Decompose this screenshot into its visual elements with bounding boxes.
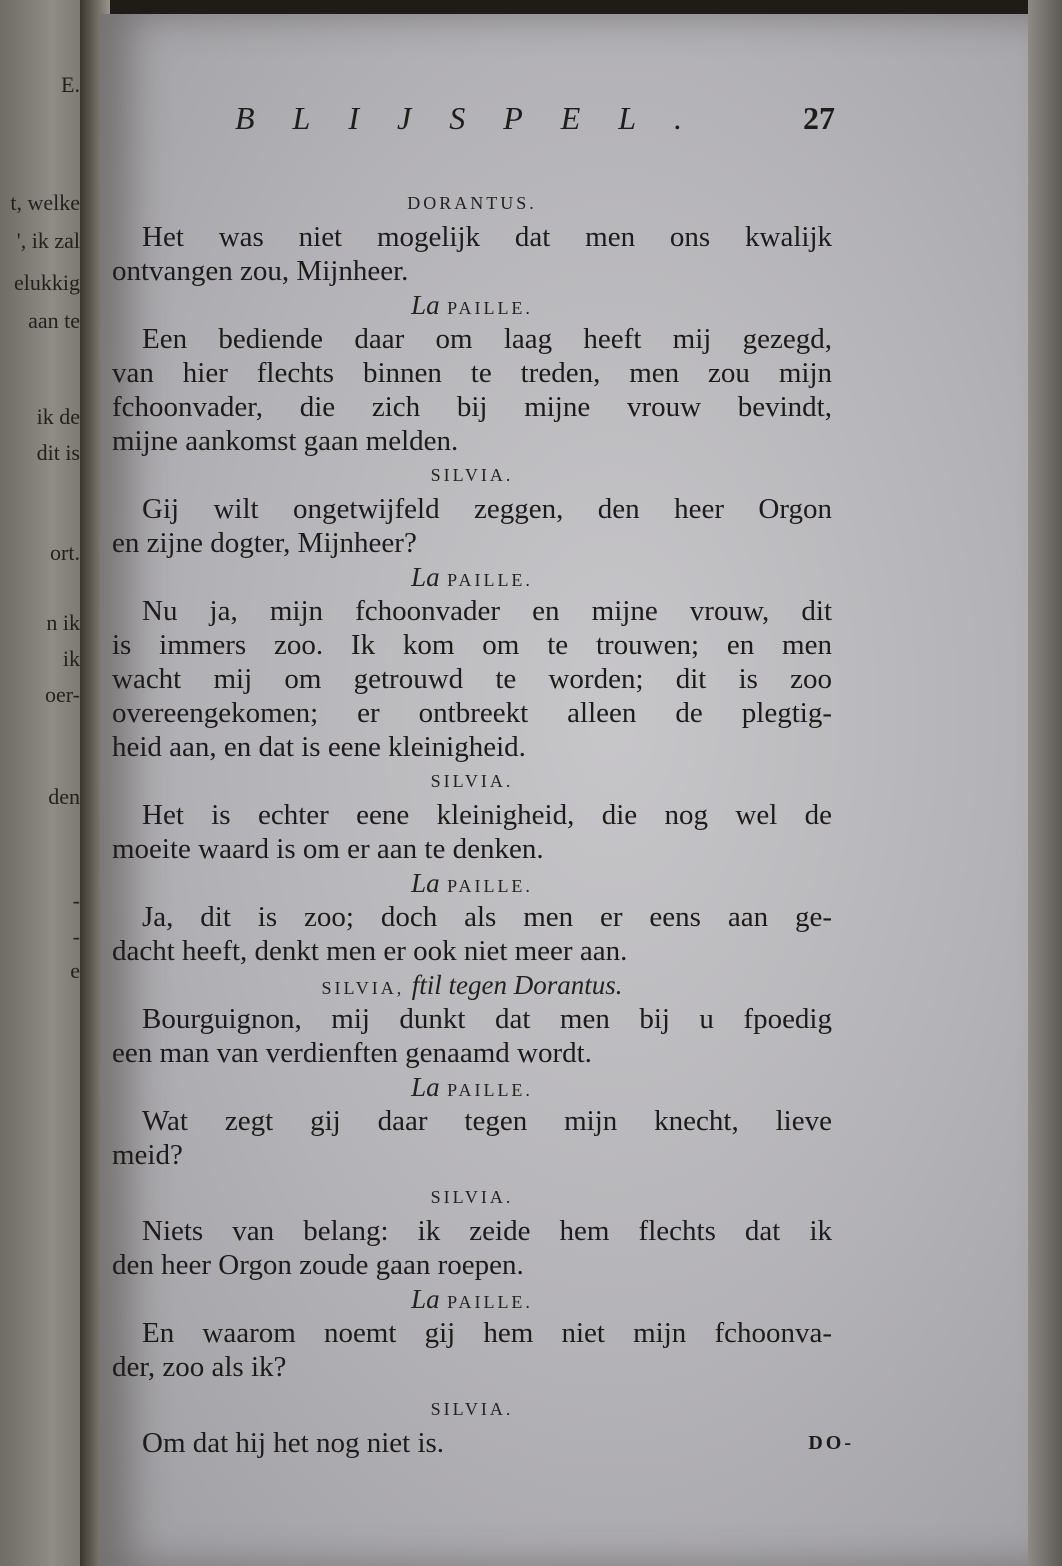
speech xyxy=(112,220,832,288)
text-line: ontvangen zou, Mijnheer. xyxy=(112,255,409,287)
speaker-name: PAILLE. xyxy=(447,876,533,896)
speaker-name: SILVIA. xyxy=(430,465,514,485)
speech xyxy=(112,900,832,968)
speaker-heading xyxy=(112,1180,832,1214)
text-line: Ja, dit is zoo; doch als men er eens aan ge- xyxy=(142,901,832,933)
left-page-fragment: - xyxy=(72,924,80,949)
text-line: Gij wilt ongetwijfeld zeggen, den heer Orgon xyxy=(142,493,832,525)
text-line: mijne aankomst gaan melden. xyxy=(112,425,459,457)
left-page-fragment: ', ik zal xyxy=(16,228,80,253)
text-line: een man van verdienften genaamd wordt. xyxy=(112,1037,592,1069)
left-page-edge xyxy=(0,0,86,1566)
speaker-heading xyxy=(112,1392,832,1426)
spacer xyxy=(112,1384,832,1392)
running-title: BLIJSPEL. xyxy=(235,100,721,136)
left-page-fragment: elukkig xyxy=(14,270,80,295)
speaker-name: PAILLE. xyxy=(447,1292,533,1312)
text-line: meid? xyxy=(112,1139,183,1171)
speaker-name: SILVIA. xyxy=(430,1187,514,1207)
speech xyxy=(112,492,832,560)
page-number: 27 xyxy=(803,100,835,136)
stage-direction: ftil tegen Dorantus. xyxy=(411,970,623,1000)
left-page-fragment: dit is xyxy=(36,440,80,465)
spacer xyxy=(112,1172,832,1180)
text-line: wacht mij om getrouwd te worden; dit is zoo xyxy=(112,663,832,695)
text-line: dacht heeft, denkt men er ook niet meer aan. xyxy=(112,935,628,967)
speech xyxy=(112,798,832,866)
text-line: Nu ja, mijn fchoonvader en mijne vrouw, dit xyxy=(142,595,832,627)
text-line: heid aan, en dat is eene kleinigheid. xyxy=(112,731,526,763)
left-page-fragment: ik de xyxy=(36,404,80,429)
speaker-heading xyxy=(112,560,832,594)
right-page-edge xyxy=(1028,0,1062,1566)
speech xyxy=(112,322,832,458)
left-page-fragment: t, welke xyxy=(10,190,80,215)
text-line: Het is echter eene kleinigheid, die nog wel de xyxy=(142,799,832,831)
speaker-name: PAILLE. xyxy=(447,570,533,590)
speaker-heading xyxy=(112,458,832,492)
text-line: Bourguignon, mij dunkt dat men bij u fpoedig xyxy=(142,1003,832,1035)
speaker-prefix: La xyxy=(411,290,440,320)
page-header xyxy=(235,100,835,140)
speaker-name: PAILLE. xyxy=(447,1080,533,1100)
left-page-fragment: oer- xyxy=(45,682,80,707)
left-page-fragment: e xyxy=(70,958,80,983)
speaker-name: SILVIA, xyxy=(321,978,405,998)
text-line: Een bediende daar om laag heeft mij gezegd, xyxy=(142,323,832,355)
catchword: DO- xyxy=(808,1432,854,1454)
speaker-name: DORANTUS. xyxy=(407,193,537,213)
text-line: der, zoo als ik? xyxy=(112,1351,287,1383)
speech xyxy=(112,1104,832,1172)
text-line: fchoonvader, die zich bij mijne vrouw bevindt, xyxy=(112,391,832,423)
text-line: Het was niet mogelijk dat men ons kwalijk xyxy=(142,221,832,253)
left-page-fragment: ik xyxy=(62,646,80,671)
left-page-fragment: E. xyxy=(61,72,80,97)
speaker-prefix: La xyxy=(411,562,440,592)
speaker-heading xyxy=(112,764,832,798)
speaker-name: PAILLE. xyxy=(447,298,533,318)
text-line: Wat zegt gij daar tegen mijn knecht, lieve xyxy=(142,1105,832,1137)
text-line: overeengekomen; er ontbreekt alleen de plegtig- xyxy=(112,697,832,729)
speaker-prefix: La xyxy=(411,1284,440,1314)
text-line: moeite waard is om er aan te denken. xyxy=(112,833,544,865)
text-line: Niets van belang: ik zeide hem flechts dat ik xyxy=(142,1215,832,1247)
text-line: en zijne dogter, Mijnheer? xyxy=(112,527,417,559)
play-text xyxy=(112,186,832,1460)
speech xyxy=(112,1316,832,1384)
speech xyxy=(112,1426,832,1460)
speaker-heading xyxy=(112,1070,832,1104)
speaker-heading xyxy=(112,968,832,1002)
speaker-heading xyxy=(112,866,832,900)
speaker-heading xyxy=(112,288,832,322)
speaker-heading xyxy=(112,186,832,220)
speech xyxy=(112,1002,832,1070)
speaker-name: SILVIA. xyxy=(430,771,514,791)
speaker-name: SILVIA. xyxy=(430,1399,514,1419)
speaker-prefix: La xyxy=(411,868,440,898)
text-line: den heer Orgon zoude gaan roepen. xyxy=(112,1249,524,1281)
left-page-fragment: ort. xyxy=(50,540,80,565)
text-line: En waarom noemt gij hem niet mijn fchoonva- xyxy=(142,1317,832,1349)
text-line: is immers zoo. Ik kom om te trouwen; en men xyxy=(112,629,832,661)
speech xyxy=(112,1214,832,1282)
text-line: van hier flechts binnen te treden, men zou mijn xyxy=(112,357,832,389)
text-line: Om dat hij het nog niet is. xyxy=(142,1427,445,1459)
speaker-prefix: La xyxy=(411,1072,440,1102)
speech xyxy=(112,594,832,764)
speaker-heading xyxy=(112,1282,832,1316)
left-page-fragment: n ik xyxy=(46,610,80,635)
left-page-fragment: - xyxy=(72,888,80,913)
left-page-fragment: aan te xyxy=(28,308,80,333)
left-page-fragment: den xyxy=(48,784,80,809)
